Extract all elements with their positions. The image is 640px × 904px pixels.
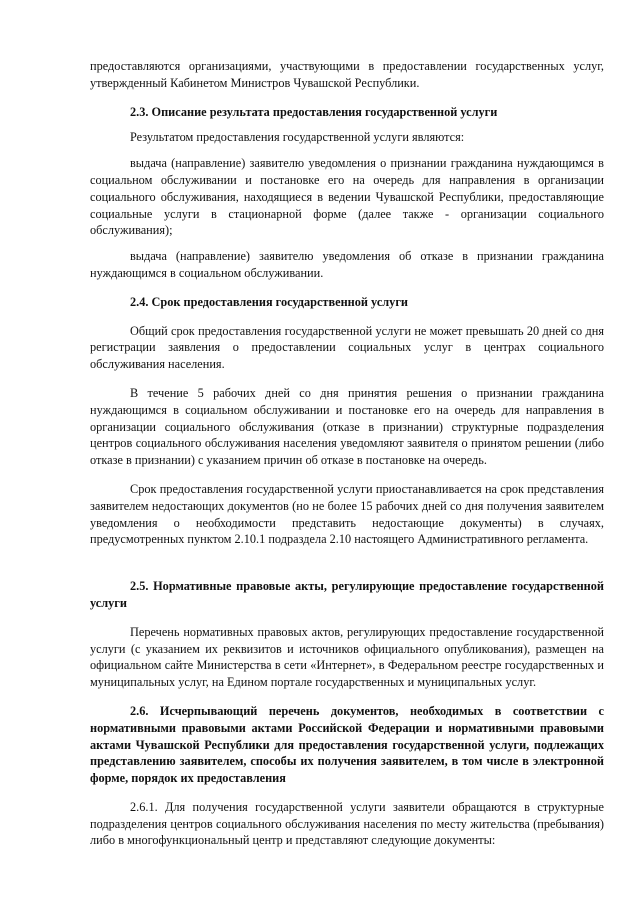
paragraph: Перечень нормативных правовых актов, регулирующих предоставление государственной услуги (с указанием их реквизитов и источников официального опубликования), размещен на официальном сайте Министерства в сети «Интернет», в Федеральном реестре государственных и муниципальных услуг, на Едином портале государственных и муниципальных услуг. bbox=[90, 624, 604, 690]
section-heading-2-5: 2.5. Нормативные правовые акты, регулирующие предоставление государственной услуги bbox=[90, 579, 604, 610]
section-heading-2-4: 2.4. Срок предоставления государственной услуги bbox=[130, 294, 408, 309]
paragraph: Результатом предоставления государственной услуги являются: bbox=[130, 130, 465, 145]
paragraph: 2.6.1. Для получения государственной услуги заявители обращаются в структурные подразделения центров социального обслуживания населения по месту жительства (пребывания) либо в многофункциональный центр и представляют следующие документы: bbox=[90, 799, 604, 848]
paragraph: Общий срок предоставления государственной услуги не может превышать 20 дней со дня регистрации заявления о предоставлении социальных услуг в центрах социального обслуживания населения. bbox=[90, 323, 604, 372]
paragraph: выдача (направление) заявителю уведомления об отказе в признании гражданина нуждающимся в социальном обслуживании. bbox=[90, 249, 604, 280]
section-heading-2-6: 2.6. Исчерпывающий перечень документов, необходимых в соответствии с нормативными правовыми актами Российской Федерации и нормативными правовыми актами Чувашской Республики для предоставления государственной услуги, подлежащих представлению заявителем, способы их получения заявителем, в том числе в электронной форме, порядок их предоставления bbox=[90, 703, 604, 786]
paragraph: Срок предоставления государственной услуги приостанавливается на срок представления заявителем недостающих документов (но не более 15 рабочих дней со дня получения заявителем уведомления о необходимости представить недостающие документы) в случаях, предусмотренных пунктом 2.10.1 подраздела 2.10 настоящего Административного регламента. bbox=[90, 481, 604, 547]
paragraph: В течение 5 рабочих дней со дня принятия решения о признании гражданина нуждающимся в социальном обслуживании и постановке его на очередь для направления в организации социального обслуживания (отказе в признании) структурные подразделения центров социального обслуживания населения уведомляют заявителя о принятом решении (либо отказе в признании) с указанием причин об отказе в постановке на очередь. bbox=[90, 385, 604, 468]
section-heading-2-3: 2.3. Описание результата предоставления государственной услуги bbox=[130, 104, 498, 119]
paragraph-continuation: предоставляются организациями, участвующими в предоставлении государственных услуг, утвержденный Кабинетом Министров Чувашской Республики. bbox=[90, 59, 604, 90]
paragraph: выдача (направление) заявителю уведомления о признании гражданина нуждающимся в социальном обслуживании и постановке его на очередь для направления в организации социального обслуживания, находящиеся в ведении Чувашской Республики, предоставляющие социальные услуги в стационарной форме (далее также - организации социального обслуживания); bbox=[90, 156, 604, 238]
